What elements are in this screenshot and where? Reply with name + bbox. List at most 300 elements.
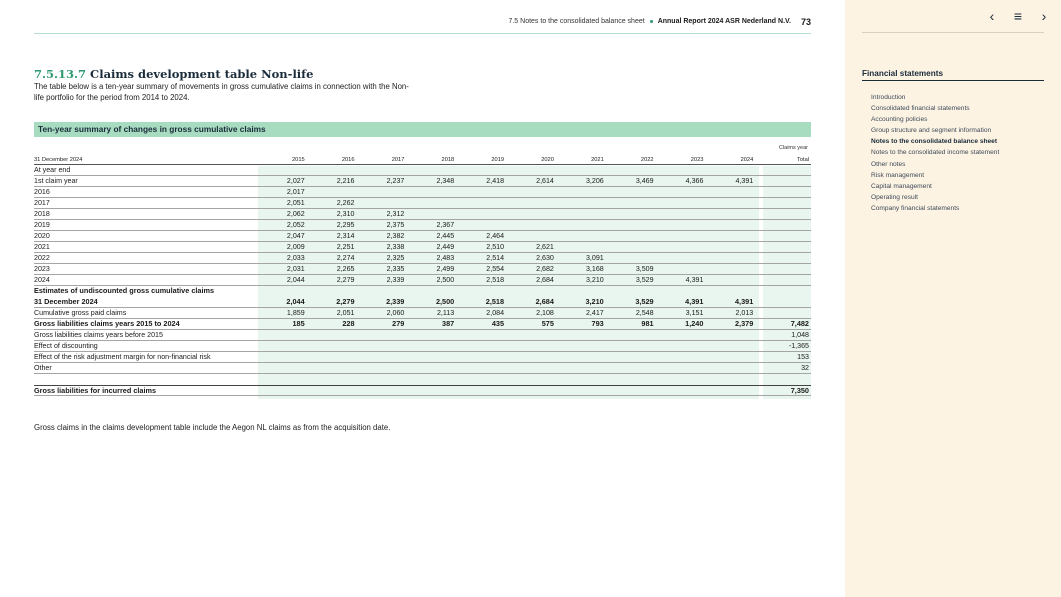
table-cell [606, 165, 656, 175]
table-cell [606, 374, 656, 385]
table-cell: 2,295 [336, 221, 355, 229]
column-header-2023: 2023 [690, 157, 704, 163]
row-label: 2019 [34, 221, 50, 229]
table-cell [257, 341, 307, 351]
table-cell: 3,091 [585, 254, 604, 262]
table-cell: 2,279 [336, 276, 355, 284]
table-cell: 2,339 [386, 297, 405, 306]
row-label: 2022 [34, 254, 50, 262]
table-cell [456, 198, 506, 208]
table-cell [656, 165, 706, 175]
column-header-2019: 2019 [491, 157, 505, 163]
table-cell [506, 330, 556, 340]
table-cell: 2,113 [436, 309, 455, 317]
total-cell [759, 275, 811, 285]
table-cell [606, 330, 656, 340]
toc-item[interactable]: Notes to the consolidated balance sheet [871, 138, 998, 146]
table-cell: 387 [442, 319, 455, 328]
table-cell [257, 363, 307, 373]
table-cell: 2,044 [286, 276, 305, 284]
table-row [34, 176, 811, 187]
table-cell [705, 275, 755, 285]
table-cell [705, 286, 755, 297]
table-cell: 435 [491, 319, 505, 328]
row-label: Other [34, 364, 52, 372]
table-cell: 2,251 [336, 243, 355, 251]
table-cell: 2,060 [386, 309, 405, 317]
section-title-text: Claims development table Non-life [90, 67, 314, 81]
table-cell: 2,375 [386, 221, 405, 229]
column-header-2017: 2017 [391, 157, 405, 163]
table-cell: 185 [292, 319, 305, 328]
table-cell [406, 286, 456, 297]
table-cell [506, 286, 556, 297]
table-cell: 2,614 [536, 177, 554, 185]
table-cell [456, 187, 506, 197]
table-cell [406, 330, 456, 340]
table-cell [406, 187, 456, 197]
total-cell [759, 264, 811, 274]
table-cell [456, 386, 506, 395]
column-header-2015: 2015 [292, 157, 305, 163]
table-cell [506, 341, 556, 351]
table-cell [656, 330, 706, 340]
total-cell [759, 176, 811, 186]
total-cell [759, 253, 811, 263]
table-cell [456, 286, 506, 297]
table-cell [257, 374, 307, 385]
table-cell: 2,367 [436, 221, 455, 229]
table-cell: 2,027 [286, 177, 305, 185]
column-header-2022: 2022 [640, 157, 654, 163]
table-cell [705, 363, 755, 373]
page-header [34, 14, 811, 34]
table-cell: 279 [392, 319, 405, 328]
table-cell [656, 374, 706, 385]
table-cell: 2,514 [486, 254, 505, 262]
table-cell: 2,062 [286, 210, 305, 218]
row-label: 2023 [34, 265, 50, 273]
column-header-total: Total [796, 157, 809, 163]
column-header-2016: 2016 [341, 157, 355, 163]
table-cell [307, 341, 357, 351]
total-cell [759, 308, 811, 318]
table-cell: 981 [641, 319, 654, 328]
table-cell [556, 220, 606, 230]
table-cell: 2,051 [286, 199, 305, 207]
table-cell [307, 386, 357, 395]
table-row [34, 242, 811, 253]
table-cell: 2,500 [436, 276, 455, 284]
table-cell: 2,312 [386, 210, 405, 218]
table-cell: 2,274 [336, 254, 355, 262]
table-row [34, 198, 811, 209]
page-nav [986, 9, 1050, 23]
chevron-right-icon[interactable]: › [1041, 8, 1047, 24]
row-label: At year end [34, 166, 71, 174]
table-cell [656, 198, 706, 208]
table-cell [406, 386, 456, 395]
toc-item[interactable]: Introduction [871, 94, 906, 101]
table-cell: 2,265 [336, 265, 355, 273]
total-cell [759, 286, 811, 297]
table-row [34, 352, 811, 363]
toc-item[interactable]: Risk management [871, 171, 925, 179]
table-cell [307, 352, 357, 362]
table-cell: 2,033 [286, 254, 305, 262]
table-cell [456, 352, 506, 362]
page-number: 73 [800, 16, 811, 27]
table-cell: 2,499 [436, 265, 455, 273]
table-cell: 2,382 [386, 232, 405, 240]
table-cell: 3,529 [635, 276, 654, 284]
row-label: Estimates of undiscounted gross cumulative claims [34, 286, 215, 295]
table-cell [506, 198, 556, 208]
table-cell [257, 286, 307, 297]
section-number: 7.5.13.7 [34, 67, 87, 81]
table-cell [606, 209, 656, 219]
table-cell: 3,210 [585, 276, 604, 284]
toc-item[interactable]: Consolidated financial statements [871, 105, 970, 113]
total-cell [759, 374, 811, 385]
total-cell [759, 187, 811, 197]
total-cell: 1,048 [791, 331, 809, 339]
table-cell: 2,108 [536, 309, 554, 317]
table-cell [257, 352, 307, 362]
table-cell [606, 242, 656, 252]
table-cell: 2,314 [336, 232, 355, 240]
row-label: 2024 [34, 276, 50, 284]
table-row [34, 297, 811, 308]
sidebar-panel [845, 0, 1061, 597]
table-cell: 3,210 [585, 297, 604, 306]
table-cell: 4,391 [685, 276, 704, 284]
table-cell: 2,017 [286, 188, 305, 196]
table-row [34, 385, 811, 396]
table-row [34, 286, 811, 297]
table-cell [257, 386, 307, 395]
table-cell: 2,500 [435, 297, 455, 306]
table-cell [705, 341, 755, 351]
toc-item[interactable]: Capital management [871, 182, 932, 190]
table-cell: 2,554 [486, 265, 505, 273]
total-cell: 32 [801, 364, 809, 372]
total-cell [759, 220, 811, 230]
table-row [34, 187, 811, 198]
table-cell [456, 165, 506, 175]
table-cell: 2,682 [536, 265, 554, 273]
table-cell [406, 198, 456, 208]
header-section[interactable]: 7.5 Notes to the consolidated balance sheet [508, 18, 645, 25]
total-cell [759, 231, 811, 241]
header-report: Annual Report 2024 ASR Nederland N.V. [657, 18, 791, 25]
table-cell [556, 187, 606, 197]
table-cell [556, 231, 606, 241]
table-cell [606, 341, 656, 351]
total-cell [759, 297, 811, 307]
table-cell [307, 165, 357, 175]
table-cell [357, 352, 407, 362]
table-cell [656, 209, 706, 219]
row-label: Gross liabilities claims years 2015 to 2024 [34, 319, 180, 328]
table-cell [556, 386, 606, 395]
separator-dot [650, 20, 653, 23]
table-cell [506, 363, 556, 373]
table-cell: 3,206 [585, 177, 604, 185]
table-cell [656, 242, 706, 252]
table-cell [606, 386, 656, 395]
table-cell [705, 264, 755, 274]
table-cell: 2,216 [336, 177, 355, 185]
table-cell [705, 231, 755, 241]
table-cell: 2,044 [286, 297, 305, 306]
claims-development-table [34, 155, 811, 396]
table-cell [656, 386, 706, 395]
table-cell [556, 198, 606, 208]
table-cell [556, 242, 606, 252]
sidebar-title: Financial statements [862, 69, 1044, 81]
total-cell [759, 198, 811, 208]
table-cell: 2,335 [386, 265, 405, 273]
claims-year-label: Claims year [778, 145, 808, 151]
table-cell [705, 187, 755, 197]
toc-item[interactable]: Operating result [871, 193, 918, 201]
table-row [34, 231, 811, 242]
total-cell [759, 165, 811, 175]
table-cell [606, 253, 656, 263]
table-cell: 1,240 [685, 319, 704, 328]
table-cell [506, 386, 556, 395]
table-cell [257, 330, 307, 340]
table-cell [556, 374, 606, 385]
toc-item[interactable]: Other notes [871, 160, 906, 168]
table-cell [606, 220, 656, 230]
table-cell [357, 363, 407, 373]
table-cell [656, 253, 706, 263]
table-cell: 793 [591, 319, 604, 328]
table-cell: 2,047 [286, 232, 305, 240]
table-cell [406, 363, 456, 373]
table-cell [456, 341, 506, 351]
table-cell [307, 374, 357, 385]
table-cell [506, 231, 556, 241]
column-header-2018: 2018 [441, 157, 455, 163]
table-cell: 3,509 [635, 265, 654, 273]
table-cell [406, 209, 456, 219]
table-cell: 2,630 [536, 254, 554, 262]
sidebar-divider [862, 32, 1044, 33]
table-row [34, 253, 811, 264]
total-cell: 7,482 [790, 319, 809, 328]
table-header-label: 31 December 2024 [34, 157, 83, 163]
table-cell: 4,366 [685, 177, 704, 185]
table-cell [406, 352, 456, 362]
row-label [34, 374, 257, 385]
table-cell [705, 386, 755, 395]
table-cell: 2,684 [535, 297, 554, 306]
table-row [34, 165, 811, 176]
table-cell [606, 286, 656, 297]
table-cell [456, 374, 506, 385]
footnote: Gross claims in the claims development table include the Aegon NL claims as from the acquisition date. [34, 423, 391, 432]
row-label: Effect of discounting [34, 342, 98, 350]
table-cell [506, 220, 556, 230]
row-label: Cumulative gross paid claims [34, 309, 127, 317]
table-cell: 2,031 [286, 265, 305, 273]
row-label: 2021 [34, 243, 50, 251]
table-cell [656, 286, 706, 297]
table-cell [257, 165, 307, 175]
table-row [34, 374, 811, 385]
table-cell: 1,859 [286, 309, 305, 317]
table-cell [556, 363, 606, 373]
table-cell [506, 187, 556, 197]
table-cell: 2,684 [536, 276, 554, 284]
table-cell [705, 352, 755, 362]
table-cell: 3,168 [585, 265, 604, 273]
intro-paragraph: The table below is a ten-year summary of movements in gross cumulative claims in connection with the Non-life portfolio for the period from 2014 to 2024. [34, 82, 409, 102]
table-cell [556, 330, 606, 340]
table-cell [406, 165, 456, 175]
table-cell: 2,510 [486, 243, 505, 251]
table-row [34, 341, 811, 352]
table-cell [656, 363, 706, 373]
total-cell: 7,350 [790, 386, 809, 395]
table-cell: 2,310 [336, 210, 355, 218]
table-row [34, 330, 811, 341]
table-cell: 2,013 [735, 309, 754, 317]
table-row [34, 363, 811, 374]
toc-item[interactable]: Company financial statements [871, 204, 960, 212]
row-label: Gross liabilities claims years before 2015 [34, 331, 163, 339]
table-cell [556, 352, 606, 362]
total-cell [759, 209, 811, 219]
toc-item[interactable]: Accounting policies [871, 116, 928, 124]
table-cell: 228 [342, 319, 355, 328]
row-label: 1st claim year [34, 177, 78, 185]
table-cell: 2,051 [336, 309, 355, 317]
table-cell [656, 220, 706, 230]
table-cell [606, 352, 656, 362]
table-cell [506, 165, 556, 175]
table-cell [406, 341, 456, 351]
table-cell: 3,529 [635, 297, 654, 306]
table-cell [506, 352, 556, 362]
table-cell: 2,279 [336, 297, 355, 306]
table-cell: 4,391 [685, 297, 704, 306]
table-cell [705, 165, 755, 175]
toc-item[interactable]: Notes to the consolidated income statement [871, 149, 1000, 157]
table-cell: 4,391 [735, 177, 754, 185]
table-cell [307, 363, 357, 373]
row-label: Effect of the risk adjustment margin for non-financial risk [34, 353, 211, 361]
column-header-2021: 2021 [591, 157, 604, 163]
table-cell: 2,464 [486, 232, 505, 240]
table-cell: 2,548 [635, 309, 654, 317]
table-cell [556, 286, 606, 297]
table-cell: 2,348 [436, 177, 455, 185]
table-cell [406, 374, 456, 385]
table-cell: 4,391 [735, 297, 754, 306]
row-label: 31 December 2024 [34, 297, 98, 306]
table-cell: 2,339 [386, 276, 405, 284]
table-cell: 2,237 [386, 177, 405, 185]
table-cell: 2,338 [386, 243, 405, 251]
table-cell [307, 330, 357, 340]
table-cell [357, 165, 407, 175]
table-cell [357, 341, 407, 351]
sidebar-toc [871, 92, 1051, 214]
row-label: 2018 [34, 210, 50, 218]
table-cell [705, 253, 755, 263]
table-cell [556, 209, 606, 219]
table-cell [307, 286, 357, 297]
table-cell [705, 374, 755, 385]
total-cell: -1,365 [788, 342, 809, 350]
table-cell [656, 231, 706, 241]
table-cell [307, 187, 357, 197]
table-cell: 3,151 [685, 309, 704, 317]
table-cell: 2,621 [536, 243, 554, 251]
menu-icon[interactable]: ≡ [1013, 8, 1023, 24]
table-cell: 2,009 [286, 243, 305, 251]
table-cell [357, 330, 407, 340]
table-row [34, 220, 811, 231]
table-cell [705, 198, 755, 208]
row-label: 2017 [34, 199, 50, 207]
table-row [34, 264, 811, 275]
table-cell: 2,449 [436, 243, 455, 251]
table-cell [357, 187, 407, 197]
table-cell: 2,379 [735, 319, 754, 328]
table-cell: 2,518 [485, 297, 505, 306]
table-cell [456, 363, 506, 373]
table-cell [606, 231, 656, 241]
row-label: 2020 [34, 232, 50, 240]
table-cell: 575 [541, 319, 554, 328]
table-cell: 2,052 [286, 221, 305, 229]
table-cell: 2,325 [386, 254, 405, 262]
total-cell: 153 [797, 353, 809, 361]
table-cell [606, 198, 656, 208]
table-cell [656, 352, 706, 362]
table-cell [606, 363, 656, 373]
table-cell [656, 187, 706, 197]
table-cell [506, 374, 556, 385]
toc-item[interactable]: Group structure and segment information [871, 127, 992, 135]
table-cell: 2,262 [336, 199, 355, 207]
table-cell: 2,518 [486, 276, 505, 284]
table-row [34, 308, 811, 319]
table-cell [357, 198, 407, 208]
table-header-row [34, 155, 811, 165]
table-cell [606, 187, 656, 197]
table-cell [506, 209, 556, 219]
table-cell: 3,469 [635, 177, 654, 185]
table-cell [705, 209, 755, 219]
section-title [34, 67, 313, 81]
table-cell: 2,445 [436, 232, 455, 240]
row-label: 2016 [34, 188, 50, 196]
table-cell [357, 386, 407, 395]
table-cell [456, 220, 506, 230]
column-header-2020: 2020 [541, 157, 554, 163]
table-cell [556, 341, 606, 351]
table-cell [456, 209, 506, 219]
table-cell [656, 264, 706, 274]
row-label: Gross liabilities for incurred claims [34, 386, 157, 395]
chevron-left-icon[interactable]: ‹ [989, 8, 995, 24]
